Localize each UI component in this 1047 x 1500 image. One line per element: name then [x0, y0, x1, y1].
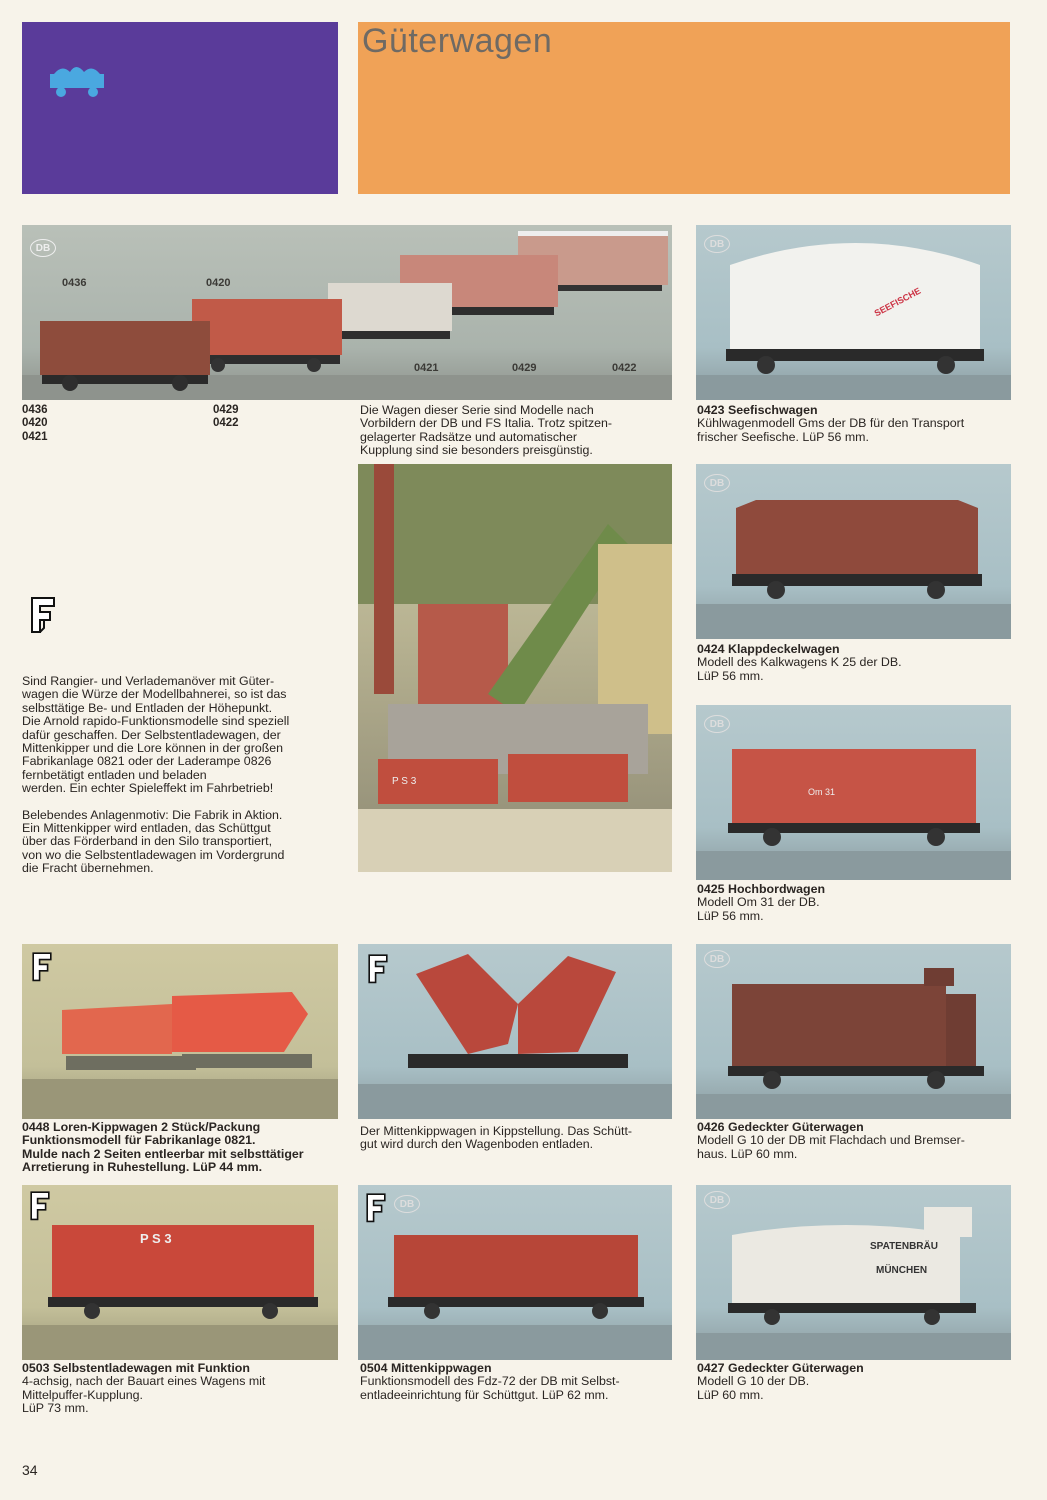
- photo-label-0420: 0420: [206, 277, 231, 289]
- caption-title: 0425 Hochbordwagen: [697, 882, 826, 896]
- caption-title: 0503 Selbstentladewagen mit Funktion: [22, 1361, 250, 1375]
- function-model-icon: [28, 594, 58, 634]
- caption-0426: 0426 Gedeckter Güterwagen Modell G 10 der DB mit Flachdach und Bremser- haus. LüP 60 mm.: [697, 1120, 965, 1161]
- db-badge: DB: [704, 715, 730, 733]
- function-model-icon: [364, 1191, 388, 1223]
- caption-title: 0427 Gedeckter Güterwagen: [697, 1361, 864, 1375]
- function-model-icon: [366, 952, 390, 984]
- page-number: 34: [22, 1462, 38, 1478]
- db-badge: DB: [704, 235, 730, 253]
- caption-tipper: Der Mittenkippwagen in Kippstellung. Das Schütt- gut wird durch den Wagenboden entladen.: [360, 1124, 633, 1152]
- photo-label-0429: 0429: [512, 362, 537, 374]
- db-badge: DB: [30, 239, 56, 257]
- series-nums-right: 0429 0422: [213, 404, 239, 430]
- intro-text: Sind Rangier- und Verlademanöver mit Güter- wagen die Würze der Modellbahnerei, so ist das selbsttätige Be- und Entladen der Höhepunkt. Die Arnold rapido-Funktionsmodelle sind speziell dafür geschaffen. Der Selbstentladewagen, der Mittenkipper und die Lore können in der großen Fabrikanlage 0821 oder der Laderampe 0826 fernbetätigt entladen und beladen werden. Ein echter Spieleffekt im Fahrbetrieb! Belebendes Anlagenmotiv: Die Fabrik in Aktion. Ein Mittenkipper wird entladen, das Schüttgut über das Förderband in den Silo transportiert, von wo die Selbstentladewagen im Vordergrund die Fracht übernehmen.: [22, 674, 290, 876]
- wagon-0420-image: [192, 299, 342, 372]
- function-model-icon: [30, 950, 54, 982]
- car-lettering: P S 3: [140, 1231, 172, 1246]
- series-photo: [22, 225, 672, 400]
- photo-0425: [696, 705, 1011, 880]
- caption-0503: 0503 Selbstentladewagen mit Funktion 4-achsig, nach der Bauart eines Wagens mit Mittelpuffer-Kupplung. LüP 73 mm.: [22, 1361, 266, 1416]
- caption-0424: 0424 Klappdeckelwagen Modell des Kalkwagens K 25 der DB. LüP 56 mm.: [697, 642, 902, 683]
- series-nums-left: 0436 0420 0421: [22, 404, 48, 443]
- car-lettering: MÜNCHEN: [876, 1265, 928, 1276]
- header-title-block: [358, 22, 1010, 194]
- car-lettering: SEEFISCHE: [872, 285, 923, 319]
- scene-wagon-lettering: P S 3: [392, 776, 417, 787]
- photo-label-0421: 0421: [414, 362, 439, 374]
- photo-0448: [22, 944, 338, 1119]
- photo-0423: [696, 225, 1011, 400]
- function-model-icon: [28, 1189, 52, 1221]
- caption-0425: 0425 Hochbordwagen Modell Om 31 der DB. LüP 56 mm.: [697, 882, 826, 923]
- photo-0427: [696, 1185, 1011, 1360]
- photo-label-0422: 0422: [612, 362, 637, 374]
- factory-scene-photo: [358, 464, 672, 872]
- photo-0503: [22, 1185, 338, 1360]
- wagon-0421-image: [328, 283, 452, 339]
- caption-0423: 0423 Seefischwagen Kühlwagenmodell Gms der DB für den Transport frischer Seefische. LüP 56 mm.: [697, 403, 965, 444]
- car-lettering: SPATENBRÄU: [870, 1241, 938, 1252]
- db-badge: DB: [704, 1191, 730, 1209]
- db-badge: DB: [394, 1195, 420, 1213]
- car-lettering: Om 31: [808, 787, 836, 797]
- photo-0426: [696, 944, 1011, 1119]
- photo-tipper: [358, 944, 672, 1119]
- photo-0504: [358, 1185, 672, 1360]
- photo-label-0436: 0436: [62, 277, 87, 289]
- caption-title: 0423 Seefischwagen: [697, 403, 818, 417]
- caption-0504: 0504 Mittenkippwagen Funktionsmodell des Fdz-72 der DB mit Selbst- entladeeinrichtung für Schüttgut. LüP 62 mm.: [360, 1361, 620, 1402]
- caption-title: 0426 Gedeckter Güterwagen: [697, 1120, 864, 1134]
- db-badge: DB: [704, 950, 730, 968]
- photo-0424: [696, 464, 1011, 639]
- wagon-0436-image: [40, 321, 210, 391]
- caption-title: 0504 Mittenkippwagen: [360, 1361, 492, 1375]
- caption-title: 0424 Klappdeckelwagen: [697, 642, 840, 656]
- page-title: Güterwagen: [362, 22, 553, 60]
- header-color-block: [22, 22, 338, 194]
- series-description: Die Wagen dieser Serie sind Modelle nach Vorbildern der DB und FS Italia. Trotz spitzen- gelagerter Radsätze und automatischer Kupplung sind sie besonders preisgünstig.: [360, 403, 613, 458]
- caption-title: 0448 Loren-Kippwagen 2 Stück/Packung: [22, 1120, 261, 1134]
- caption-0427: 0427 Gedeckter Güterwagen Modell G 10 der DB. LüP 60 mm.: [697, 1361, 864, 1402]
- db-badge: DB: [704, 474, 730, 492]
- caption-0448: 0448 Loren-Kippwagen 2 Stück/Packung Funktionsmodell für Fabrikanlage 0821. Mulde nach 2 Seiten entleerbar mit selbsttätiger Arretierung in Ruhestellung. LüP 44 mm.: [22, 1120, 304, 1175]
- wagon-icon: [46, 50, 108, 100]
